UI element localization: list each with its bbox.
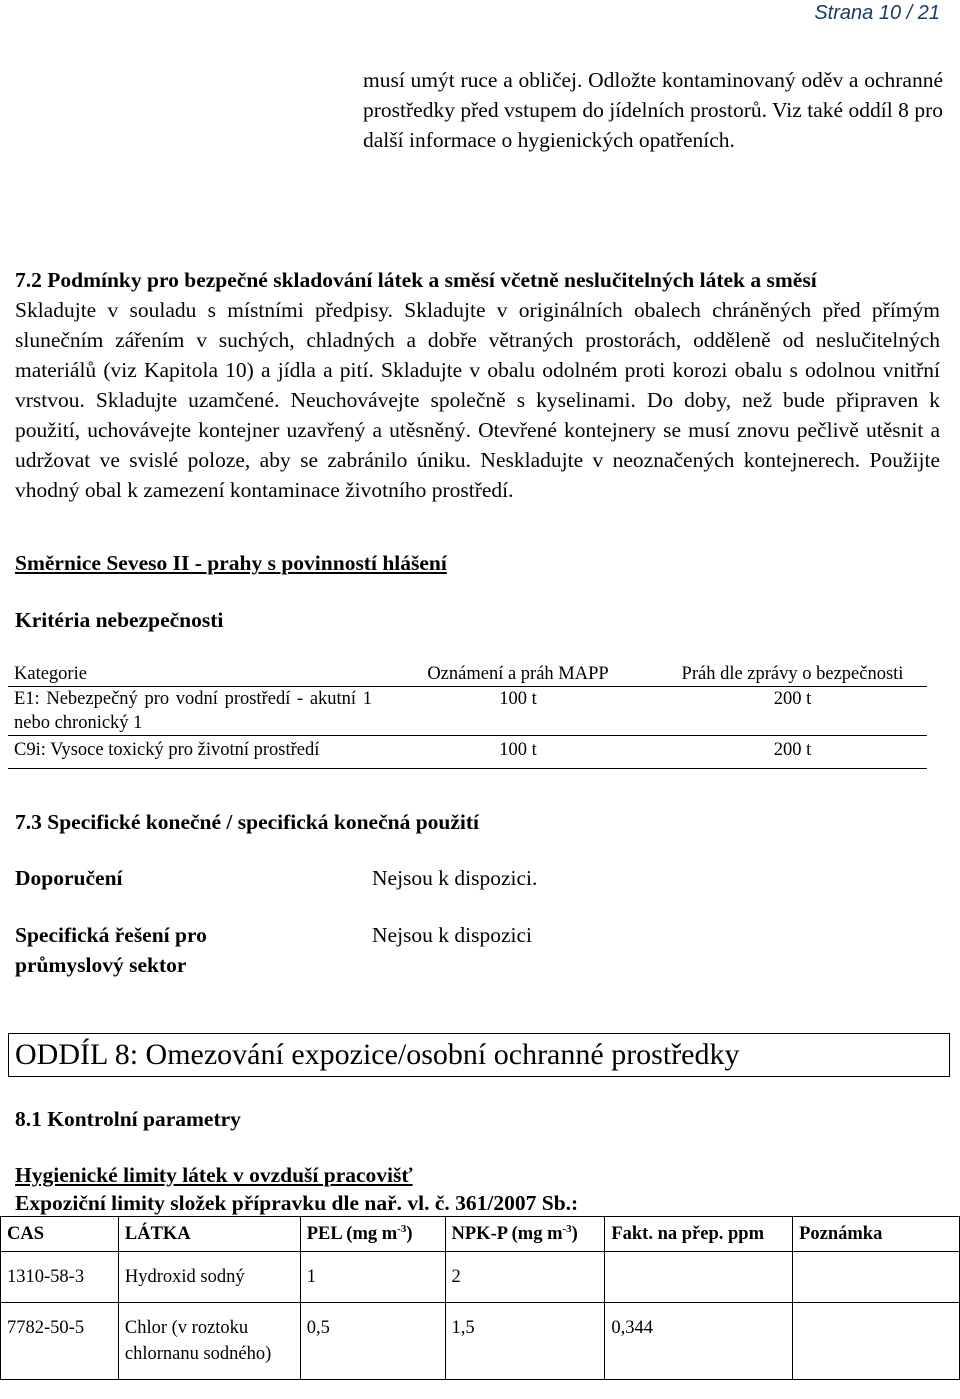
column-header-factor: Fakt. na přep. ppm — [605, 1217, 793, 1252]
table-row — [1, 1252, 960, 1303]
table-cell-substance: Chlor (v roztoku chlornanu sodného) — [118, 1303, 300, 1380]
table-cell-substance: Hydroxid sodný — [118, 1252, 300, 1303]
column-header-report: Práh dle zprávy o bezpečnosti — [681, 664, 904, 684]
table-cell-category: E1: Nebezpečný pro vodní prostředí - akutní 1 nebo chronický 1 — [14, 689, 372, 733]
table-cell-pel: 1 — [300, 1252, 445, 1303]
table-cell-npk: 1,5 — [445, 1303, 605, 1380]
table-cell-pel: 0,5 — [300, 1303, 445, 1380]
recommendation-value: Nejsou k dispozici. — [372, 866, 538, 890]
table-cell-factor — [605, 1252, 793, 1303]
table-row — [8, 687, 927, 736]
seveso-table — [8, 662, 927, 769]
section-8-title: ODDÍL 8: Omezování expozice/osobní ochranné prostředky — [8, 1033, 950, 1077]
table-cell-cas: 1310-58-3 — [1, 1252, 119, 1303]
seveso-title: Směrnice Seveso II - prahy s povinností hlášení — [15, 551, 447, 575]
column-header-npk: NPK-P (mg $m^{-3}$) — [445, 1217, 605, 1252]
column-header-pel: PEL (mg $m^{-3}$) — [300, 1217, 445, 1252]
page-number: Strana 10 / 21 — [814, 2, 940, 24]
table-header-row — [8, 662, 927, 687]
column-header-cas: CAS — [1, 1217, 119, 1252]
storage-paragraph: Skladujte v souladu s místními předpisy. Skladujte v originálních obalech chráněných před přímým slunečním zářením v suchých, chladných a dobře větraných prostorách, odděleně od neslučitelných materiálů (viz Kapitola 10) a jídla a pití. Skladujte v obalu odolném proti korozi obalu s odolnou vnitřní vrstvou. Skladujte uzamčené. Neuchovávejte společně s kyselinami. Do doby, než bude připraven k použití, uchovávejte kontejner uzavřený a utěsněný. Otevřené kontejnery se musí znovu pečlivě utěsnit a udržovat ve svislé poloze, aby se zabránilo úniku. Neskladujte v neoznačených kontejnerech. Použijte vhodný obal k zamezení kontaminace životního prostředí. — [15, 298, 940, 502]
table-cell-note — [793, 1303, 960, 1380]
industry-label: Specifická řešení pro průmyslový sektor — [15, 923, 207, 977]
recommendation-label: Doporučení — [15, 866, 123, 890]
table-row — [8, 736, 927, 769]
table-cell-report: 200 t — [773, 740, 812, 760]
table-cell-npk: 2 — [445, 1252, 605, 1303]
table-header-row — [1, 1217, 960, 1252]
column-header-note: Poznámka — [793, 1217, 960, 1252]
table-cell-mapp: 100 t — [499, 740, 537, 760]
column-header-substance: LÁTKA — [118, 1217, 300, 1252]
limits-subtitle: Expoziční limity složek přípravku dle nař. vl. č. 361/2007 Sb.: — [15, 1191, 579, 1215]
column-header-mapp: Oznámení a práh MAPP — [427, 664, 609, 684]
section-7-3-heading: 7.3 Specifické konečné / specifická konečná použití — [15, 810, 480, 834]
column-header-category: Kategorie — [14, 664, 87, 684]
table-cell-category: C9i: Vysoce toxický pro životní prostředí — [14, 740, 320, 760]
section-8-1-heading: 8.1 Kontrolní parametry — [15, 1107, 241, 1131]
table-cell-report: 200 t — [773, 689, 812, 709]
table-cell-mapp: 100 t — [499, 689, 537, 709]
table-row — [1, 1303, 960, 1380]
criteria-title: Kritéria nebezpečnosti — [15, 608, 224, 632]
exposure-limits-table — [0, 1216, 960, 1380]
limits-title: Hygienické limity látek v ovzduší pracovišť — [15, 1163, 413, 1187]
table-cell-cas: 7782-50-5 — [1, 1303, 119, 1380]
section-7-2-heading: 7.2 Podmínky pro bezpečné skladování látek a směsí včetně neslučitelných látek a směsí — [15, 268, 817, 292]
industry-value: Nejsou k dispozici — [372, 923, 533, 947]
hygiene-paragraph: musí umýt ruce a obličej. Odložte kontaminovaný oděv a ochranné prostředky před vstupem do jídelních prostorů. Viz také oddíl 8 pro další informace o hygienických opatřeních. — [363, 68, 943, 152]
table-cell-note — [793, 1252, 960, 1303]
table-cell-factor: 0,344 — [605, 1303, 793, 1380]
